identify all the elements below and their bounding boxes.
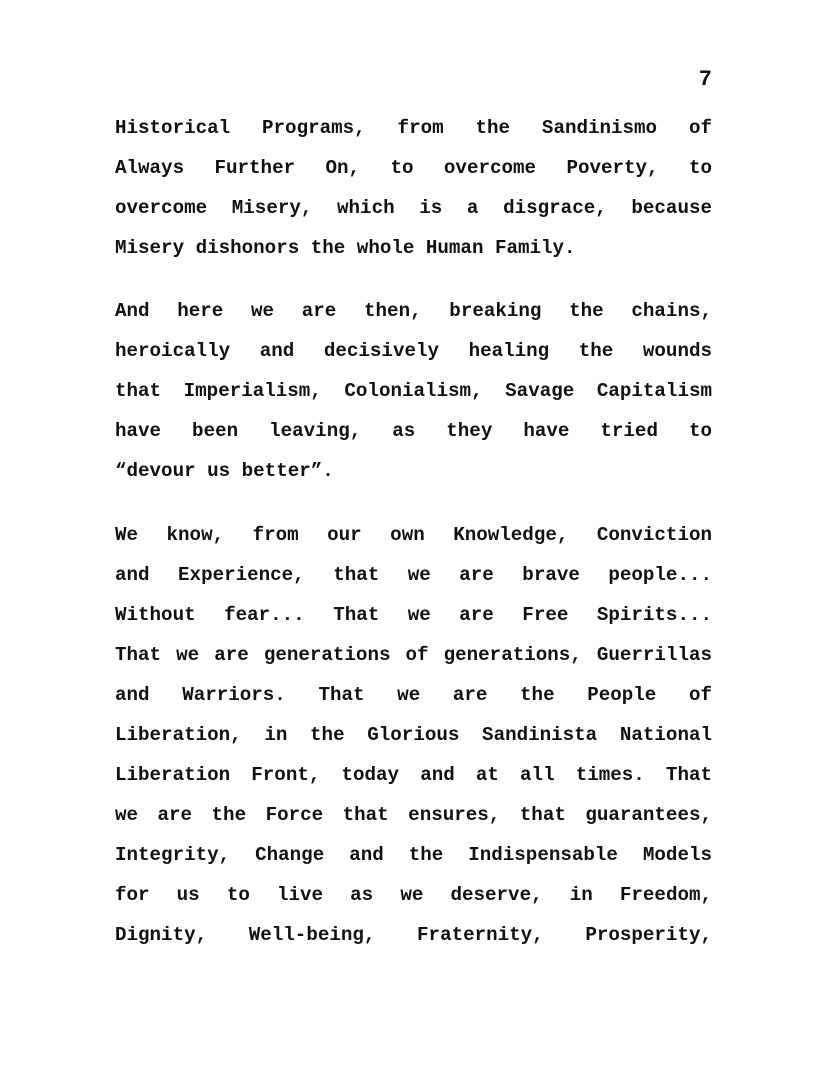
paragraph-1 [115, 108, 712, 268]
text-line-content: Liberation Front, today and at all times. That [115, 764, 712, 786]
text-line [115, 915, 712, 955]
text-line [115, 291, 712, 331]
text-line-content: And here we are then, breaking the chains, [115, 300, 712, 322]
text-line [115, 715, 712, 755]
text-line-content: Integrity, Change and the Indispensable Models [115, 844, 712, 866]
text-line-content: Misery dishonors the whole Human Family. [115, 237, 576, 259]
text-line-content: we are the Force that ensures, that guarantees, [115, 804, 712, 826]
text-line-content: Dignity, Well-being, Fraternity, Prosperity, [115, 924, 712, 946]
text-line-content: “devour us better”. [115, 460, 334, 482]
text-line-content: and Warriors. That we are the People of [115, 684, 712, 706]
text-line [115, 755, 712, 795]
page-number: 7 [698, 67, 712, 92]
paragraph-2 [115, 291, 712, 491]
text-line [115, 371, 712, 411]
text-line-content: and Experience, that we are brave people... [115, 564, 712, 586]
text-line [115, 635, 712, 675]
text-line [115, 675, 712, 715]
text-line-content: heroically and decisively healing the wounds [115, 340, 712, 362]
text-line [115, 451, 712, 491]
text-line [115, 411, 712, 451]
text-line [115, 835, 712, 875]
text-line-content: Without fear... That we are Free Spirits... [115, 604, 712, 626]
text-line [115, 555, 712, 595]
paragraph-3 [115, 515, 712, 955]
text-line [115, 515, 712, 555]
text-line-content: Historical Programs, from the Sandinismo of [115, 117, 712, 139]
text-line-content: for us to live as we deserve, in Freedom, [115, 884, 712, 906]
text-line-content: Liberation, in the Glorious Sandinista National [115, 724, 712, 746]
text-line [115, 108, 712, 148]
text-line [115, 331, 712, 371]
text-line [115, 875, 712, 915]
text-line-content: We know, from our own Knowledge, Conviction [115, 524, 712, 546]
text-line [115, 188, 712, 228]
text-line-content: Always Further On, to overcome Poverty, to [115, 157, 712, 179]
text-line [115, 148, 712, 188]
text-line [115, 795, 712, 835]
text-line-content: have been leaving, as they have tried to [115, 420, 712, 442]
text-line-content: That we are generations of generations, Guerrillas [115, 644, 712, 666]
text-line-content: that Imperialism, Colonialism, Savage Capitalism [115, 380, 712, 402]
text-line [115, 228, 712, 268]
text-line-content: overcome Misery, which is a disgrace, because [115, 197, 712, 219]
text-line [115, 595, 712, 635]
